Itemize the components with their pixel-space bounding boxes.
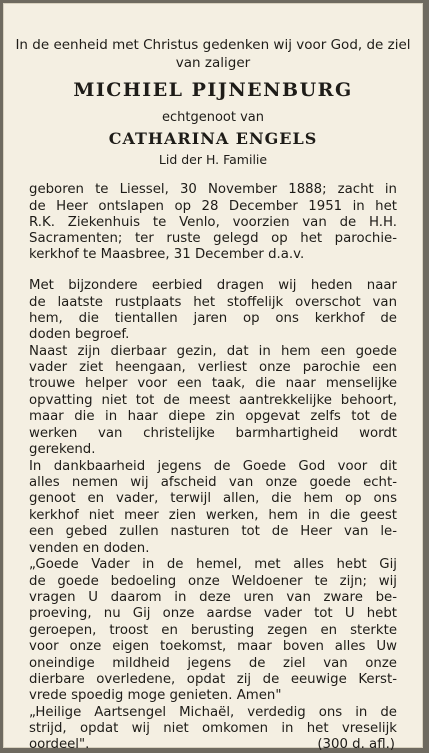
indulgence-note: (300 d. afl.) <box>317 737 395 752</box>
card-content <box>3 3 423 752</box>
text-line: genoot en vader, terwijl allen, die hem op ons <box>29 491 397 506</box>
text-line: „Heilige Aartsengel Michaël, verdedig ons in de <box>29 705 397 720</box>
text-line: Met bijzondere eerbied dragen wij heden naar <box>29 278 397 293</box>
text-line: doden begroef. <box>29 327 130 342</box>
text-line: oordeel". <box>29 737 90 752</box>
text-line: vader ziet heengaan, verliest onze parochie een <box>29 360 397 375</box>
text-line: gerekend. <box>29 442 96 457</box>
text-line: de laatste rustplaats het stoffelijk overschot van <box>29 295 397 310</box>
text-line: de Heer ontslapen op 28 December 1951 in het <box>29 199 397 214</box>
text-line: alles nemen wij afscheid van onze goede echt- <box>29 475 397 490</box>
text-line: „Goede Vader in de hemel, met alles hebt Gij <box>29 557 397 572</box>
membership-text: Lid der H. Familie <box>158 152 268 167</box>
text-line: de goede bedoeling onze Weldoener te zijn; wij <box>29 574 397 589</box>
text-line: In dankbaarheid jegens de Goede God voor dit <box>29 459 397 474</box>
text-line: R.K. Ziekenhuis te Venlo, voorzien van de H.H. <box>29 215 397 230</box>
intro-text: In de eenheid met Christus gedenken wij voor God, de ziel van zaliger <box>15 37 411 71</box>
text-line: Naast zijn dierbaar gezin, dat in hem een goede <box>29 344 397 359</box>
spouse-name: CATHARINA ENGELS <box>108 129 318 148</box>
text-line: dierbare overledene, opdat zij de eeuwige Kerst- <box>29 672 397 687</box>
text-line: oneindige mildheid jegens de ziel van onze <box>29 656 397 671</box>
text-line: proeving, nu Gij onze aardse vader tot U hebt <box>29 606 397 621</box>
text-line: venden en doden. <box>29 541 150 556</box>
text-line: een gebed zullen nasturen tot de Heer van le- <box>29 524 397 539</box>
memorial-card <box>3 3 423 752</box>
text-line: opvatting niet tot de meest aantrekkelijke behoort, <box>29 393 397 408</box>
text-line: maar die in haar diepe zin opgevat zelfs tot de <box>29 409 397 424</box>
text-line: vrede spoedig moge genieten. Amen" <box>29 688 282 703</box>
text-line: hem, die tientallen jaren op ons kerkhof de <box>29 311 397 326</box>
text-line: kerkhof te Maasbree, 31 December d.a.v. <box>29 247 305 262</box>
text-line: geroepen, troost en berusting zegen en sterkte <box>29 623 397 638</box>
text-line: trouwe helper voor een taak, die naar menselijke <box>29 376 397 391</box>
text-line: strijd, opdat wij niet omkomen in het vreselijk <box>29 721 397 736</box>
text-line: werken van christelijke barmhartigheid wordt <box>29 426 397 441</box>
text-line: geboren te Liessel, 30 November 1888; zacht in <box>29 182 397 197</box>
spouse-label: echtgenoot van <box>161 110 264 125</box>
text-line: Sacramenten; ter ruste gelegd op het parochie- <box>29 231 397 246</box>
deceased-name: MICHIEL PIJNENBURG <box>73 79 353 101</box>
text-line: kerkhof niet meer zien werken, hem in die geest <box>29 508 397 523</box>
text-line: voor onze eigen toekomst, maar boven alles Uw <box>29 639 397 654</box>
text-line: vragen U daarom in deze uren van zware be- <box>29 590 397 605</box>
